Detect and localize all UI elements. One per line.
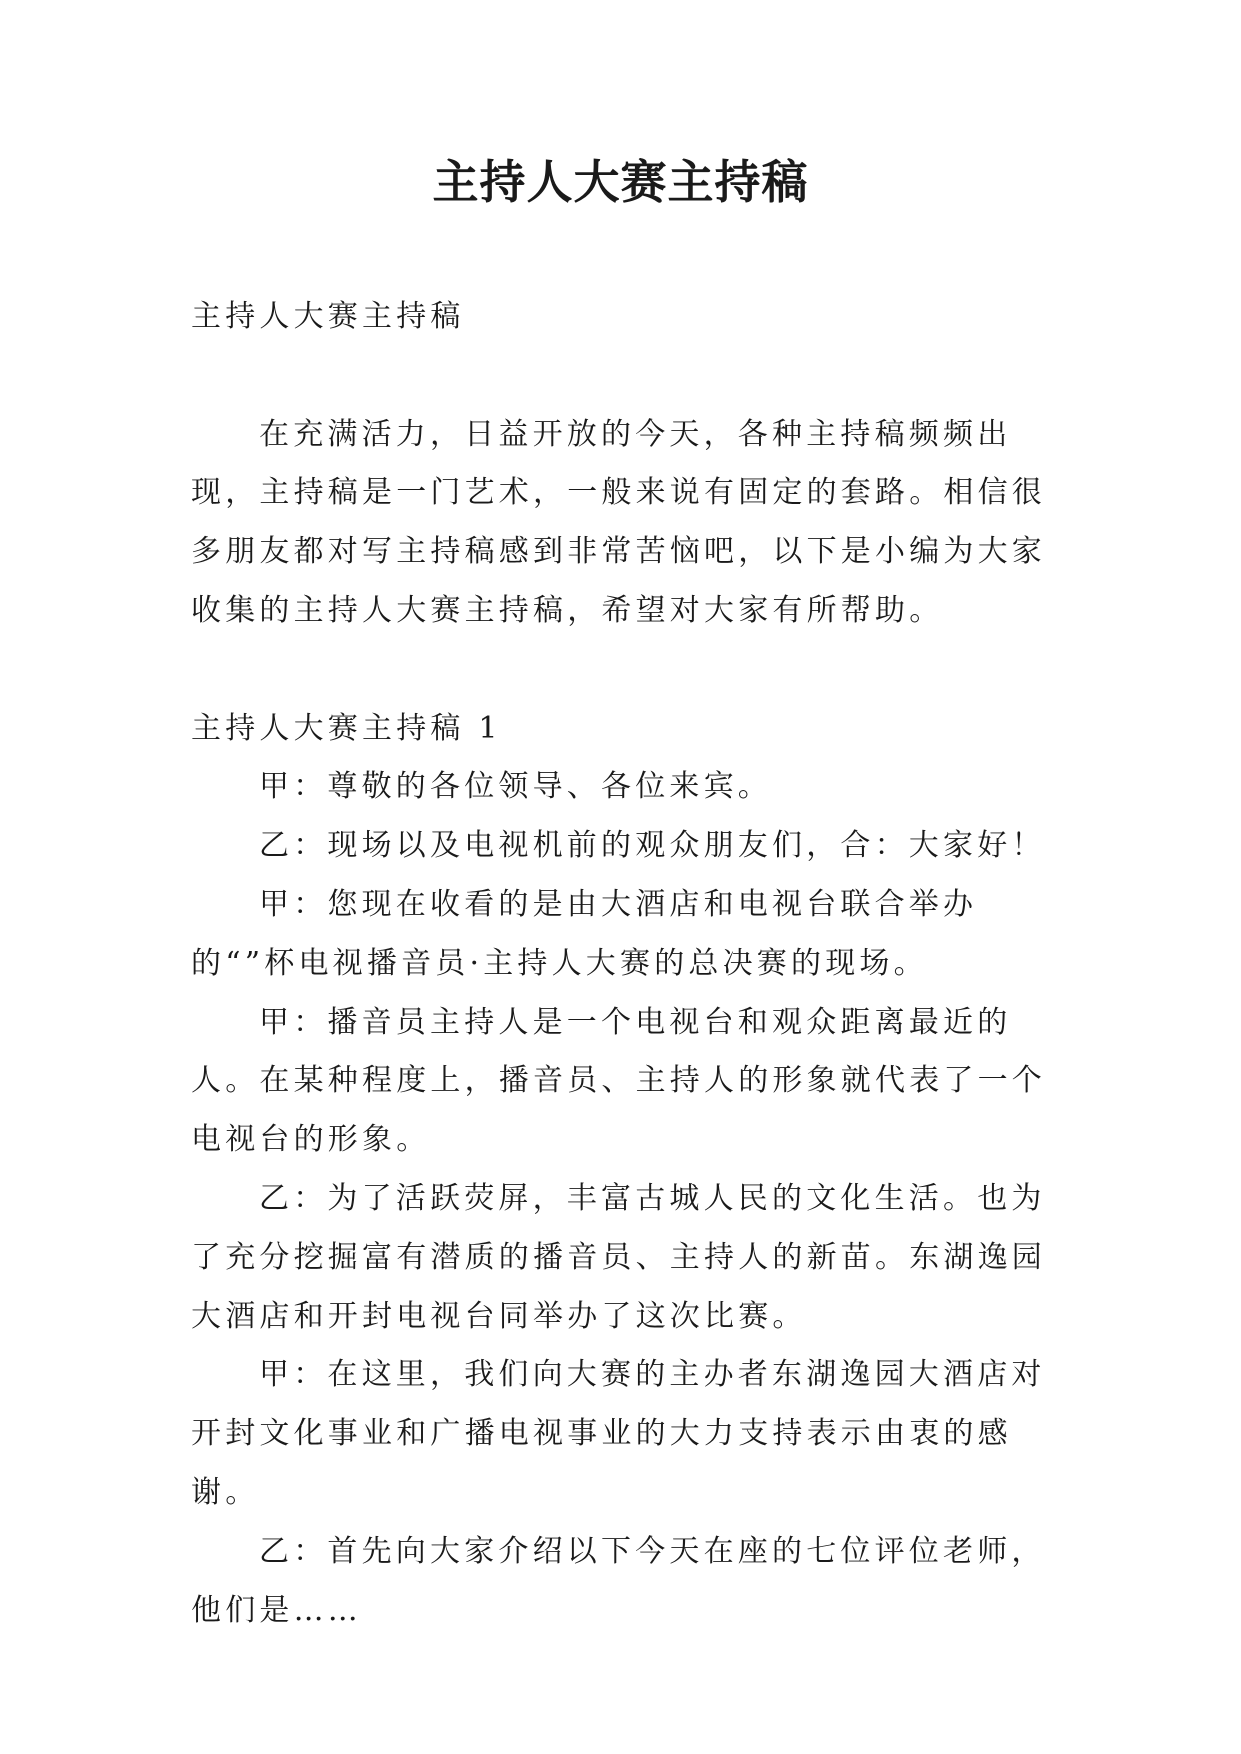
paragraph-gap bbox=[191, 347, 1051, 406]
document-body bbox=[191, 288, 1051, 1640]
section-heading: 主持人大赛主持稿 1 bbox=[191, 710, 502, 746]
paragraph-gap bbox=[191, 641, 1051, 700]
dialogue-paragraph: 乙：首先向大家介绍以下今天在座的七位评位老师，他们是…… bbox=[191, 1533, 1046, 1628]
page-title: 主持人大赛主持稿 bbox=[432, 155, 809, 209]
intro-paragraph: 在充满活力，日益开放的今天，各种主持稿频频出现，主持稿是一门艺术，一般来说有固定的套路。相信很多朋友都对写主持稿感到非常苦恼吧，以下是小编为大家收集的主持人大赛主持稿，希望对大家有所帮助。 bbox=[191, 416, 1046, 628]
dialogue-paragraph: 乙：现场以及电视机前的观众朋友们，合：大家好！ bbox=[259, 828, 1046, 864]
dialogue-paragraph: 甲：尊敬的各位领导、各位来宾。 bbox=[259, 769, 772, 805]
dialogue-paragraph: 乙：为了活跃荧屏，丰富古城人民的文化生活。也为了充分挖掘富有潜质的播音员、主持人的新苗。东湖逸园大酒店和开封电视台同举办了这次比赛。 bbox=[191, 1180, 1046, 1334]
dialogue-paragraph: 甲：您现在收看的是由大酒店和电视台联合举办的“”杯电视播音员·主持人大赛的总决赛的现场。 bbox=[191, 886, 978, 981]
document-subtitle: 主持人大赛主持稿 bbox=[191, 299, 465, 334]
dialogue-paragraph: 甲：在这里，我们向大赛的主办者东湖逸园大酒店对开封文化事业和广播电视事业的大力支持表示由衷的感谢。 bbox=[191, 1357, 1046, 1510]
dialogue-paragraph: 甲：播音员主持人是一个电视台和观众距离最近的人。在某种程度上，播音员、主持人的形象就代表了一个电视台的形象。 bbox=[191, 1004, 1046, 1158]
